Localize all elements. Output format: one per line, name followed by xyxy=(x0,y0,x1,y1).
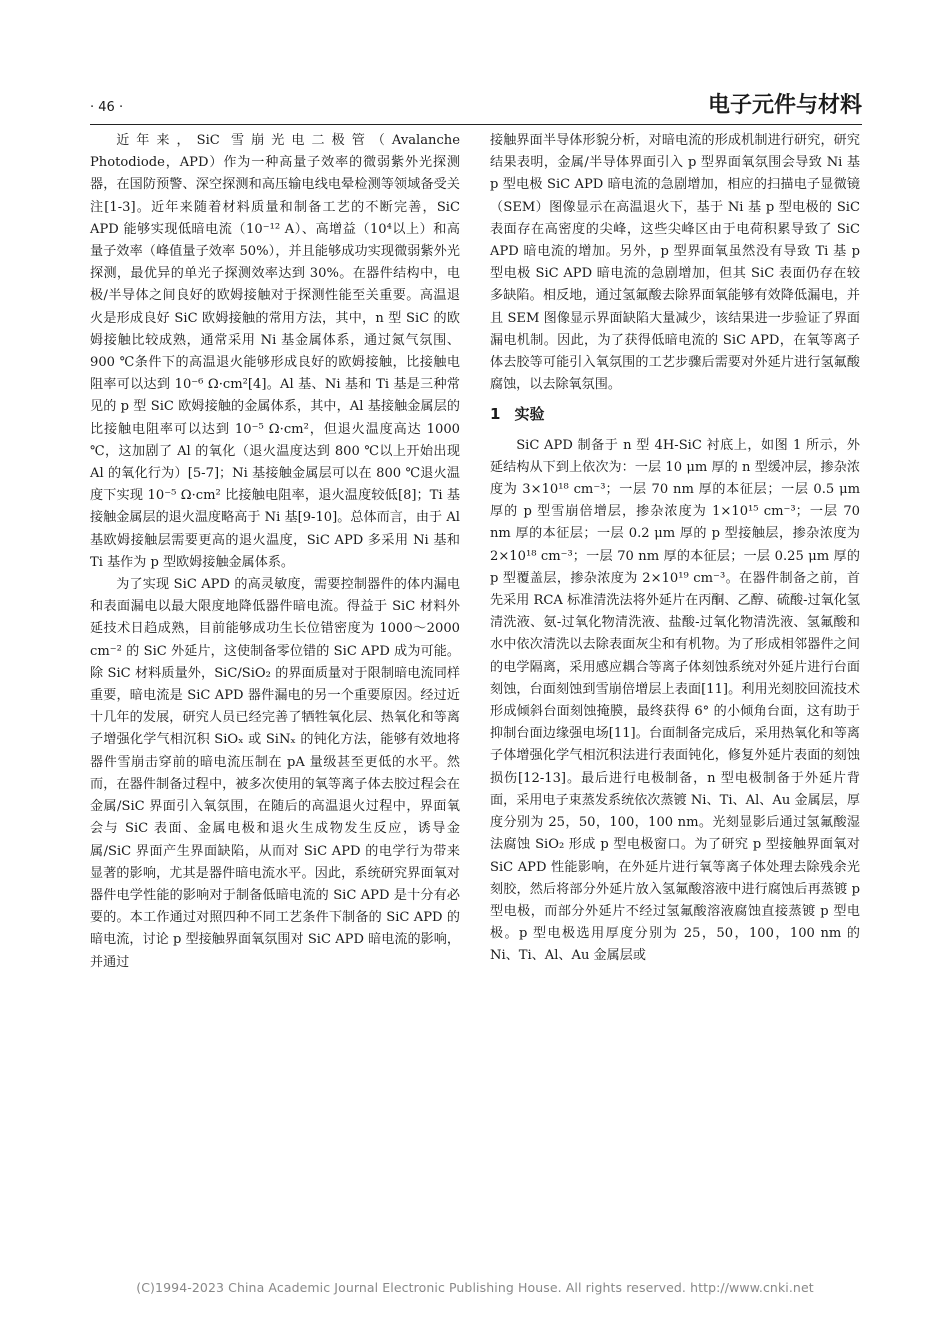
page-header xyxy=(90,88,862,124)
section-heading-experiment xyxy=(490,403,860,425)
copyright-footer: (C)1994-2023 China Academic Journal Electronic Publishing House. All rights reserved. http://www.cnki.net xyxy=(136,1280,814,1295)
right-column xyxy=(490,130,860,968)
experiment-paragraph: SiC APD 制备于 n 型 4H-SiC 衬底上，如图 1 所示，外延结构从下到上依次为：一层 10 μm 厚的 n 型缓冲层，掺杂浓度为 3×10¹⁸ cm⁻³；一层 70 nm 厚的本征层；一层 0.5 μm 厚的 p 型雪崩倍增层，掺杂浓度为 1×10¹⁵ cm⁻³；一层 70 nm 厚的本征层；一层 0.2 μm 厚的 p 型接触层，掺杂浓度为 2×10¹⁸ cm⁻³；一层 70 nm 厚的本征层；一层 0.25 μm 厚的 p 型覆盖层，掺杂浓度为 2×10¹⁹ cm⁻³。在器件制备之前，首先采用 RCA 标准清洗法将外延片在丙酮、乙醇、硫酸-过氧化氢清洗液、氨-过氧化物清洗液、盐酸-过氧化物清洗液、氢氟酸和水中依次清洗以去除表面灰尘和有机物。为了形成相邻器件之间的电学隔离，采用感应耦合等离子体刻蚀系统对外延片进行台面刻蚀，台面刻蚀到雪崩倍增层上表面[11]。利用光刻胶回流技术形成倾斜台面刻蚀掩膜，最终获得 6° 的小倾角台面，这有助于抑制台面边缘强电场[11]。台面制备完成后，采用热氧化和等离子体增强化学气相沉积法进行表面钝化，修复外延片表面的刻蚀损伤[12-13]。最后进行电极制备，n 型电极制备于外延片背面，采用电子束蒸发系统依次蒸镀 Ni、Ti、Al、Au 金属层，厚度分别为 25，50，100，100 nm。光刻显影后通过氢氟酸湿法腐蚀 SiO₂ 形成 p 型电极窗口。为了研究 p 型接触界面氧对 SiC APD 性能影响，在外延片进行氧等离子体处理去除残余光刻胶，然后将部分外延片放入氢氟酸溶液中进行腐蚀后再蒸镀 p 型电极，而部分外延片不经过氢氟酸溶液腐蚀直接蒸镀 p 型电极。p 型电极选用厚度分别为 25，50，100，100 nm 的 Ni、Ti、Al、Au 金属层或 xyxy=(490,437,860,964)
intro-paragraph-2-continued: 接触界面半导体形貌分析，对暗电流的形成机制进行研究，研究结果表明，金属/半导体界面引入 p 型界面氧氛围会导致 Ni 基 p 型电极 SiC APD 暗电流的急剧增加，相应的扫描电子显微镜（SEM）图像显示在高温退火下，基于 Ni 基 p 型电极的 SiC 表面存在高密度的尖峰，这些尖峰区由于电荷积累导致了 SiC APD 暗电流的增加。另外，p 型界面氧虽然没有导致 Ti 基 p 型电极 SiC APD 暗电流的急剧增加，但其 SiC 表面仍存在较多缺陷。相反地，通过氢氟酸去除界面氧能够有效降低漏电，并且 SEM 图像显示界面缺陷大量减少，该结果进一步验证了界面漏电机制。因此，为了获得低暗电流的 SiC APD，在氧等离子体去胶等可能引入氧氛围的工艺步骤后需要对外延片进行氢氟酸腐蚀，以去除氧氛围。 xyxy=(490,133,860,393)
section-number: 1 xyxy=(490,405,501,424)
section-title: 实验 xyxy=(514,405,545,424)
intro-paragraph-2: 为了实现 SiC APD 的高灵敏度，需要控制器件的体内漏电和表面漏电以最大限度地降低器件暗电流。得益于 SiC 材料外延技术日趋成熟，目前能够成功生长位错密度为 1000～2000 cm⁻² 的 SiC 外延片，这使制备零位错的 SiC APD 成为可能。除 SiC 材料质量外，SiC/SiO₂ 的界面质量对于限制暗电流同样重要，暗电流是 SiC APD 器件漏电的另一个重要原因。经过近十几年的发展，研究人员已经完善了牺牲氧化层、热氧化和等离子增强化学气相沉积 SiOₓ 或 SiNₓ 的钝化方法，能够有效地将器件雪崩击穿前的暗电流压制在 pA 量级甚至更低的水平。然而，在器件制备过程中，被多次使用的氧等离子体去胶过程会在金属/SiC 界面引入氧氛围，在随后的高温退火过程中，界面氧会与 SiC 表面、金属电极和退火生成物发生反应，诱导金属/SiC 界面产生界面缺陷，从而对 SiC APD 的电学行为带来显著的影响，尤其是器件暗电流水平。因此，系统研究界面氧对器件电学性能的影响对于制备低暗电流的 SiC APD 是十分有必要的。本工作通过对照四种不同工艺条件下制备的 SiC APD 的暗电流，讨论 p 型接触界面氧氛围对 SiC APD 暗电流的影响，并通过 xyxy=(90,577,460,970)
header-rule xyxy=(90,124,862,125)
intro-paragraph-1: 近年来，SiC 雪崩光电二极管（Avalanche Photodiode，APD）作为一种高量子效率的微弱紫外光探测器，在国防预警、深空探测和高压输电线电晕检测等领域备受关注[1-3]。近年来随着材料质量和制备工艺的不断完善，SiC APD 能够实现低暗电流（10⁻¹² A）、高增益（10⁴以上）和高量子效率（峰值量子效率 50%），并且能够成功实现微弱紫外光探测，最优异的单光子探测效率达到 30%。在器件结构中，电极/半导体之间良好的欧姆接触对于探测性能至关重要。高温退火是形成良好 SiC 欧姆接触的常用方法，其中，n 型 SiC 的欧姆接触比较成熟，通常采用 Ni 基金属体系，通过氮气氛围、900 ℃条件下的高温退火能够形成良好的欧姆接触，比接触电阻率可以达到 10⁻⁶ Ω·cm²[4]。Al 基、Ni 基和 Ti 基是三种常见的 p 型 SiC 欧姆接触的金属体系，其中，Al 基接触金属层的比接触电阻率可以达到 10⁻⁵ Ω·cm²，但退火温度高达 1000 ℃，这加剧了 Al 的氧化（退火温度达到 800 ℃以上开始出现 Al 的氧化行为）[5-7]；Ni 基接触金属层可以在 800 ℃退火温度下实现 10⁻⁵ Ω·cm² 比接触电阻率，退火温度较低[8]；Ti 基接触金属层的退火温度略高于 Ni 基[9-10]。总体而言，由于 Al 基欧姆接触层需要更高的退火温度，SiC APD 多采用 Ni 基和 Ti 基作为 p 型欧姆接触金属体系。 xyxy=(90,133,460,570)
page-number: · 46 · xyxy=(90,100,124,115)
journal-title: 电子元件与材料 xyxy=(707,93,862,118)
left-column xyxy=(90,130,460,974)
